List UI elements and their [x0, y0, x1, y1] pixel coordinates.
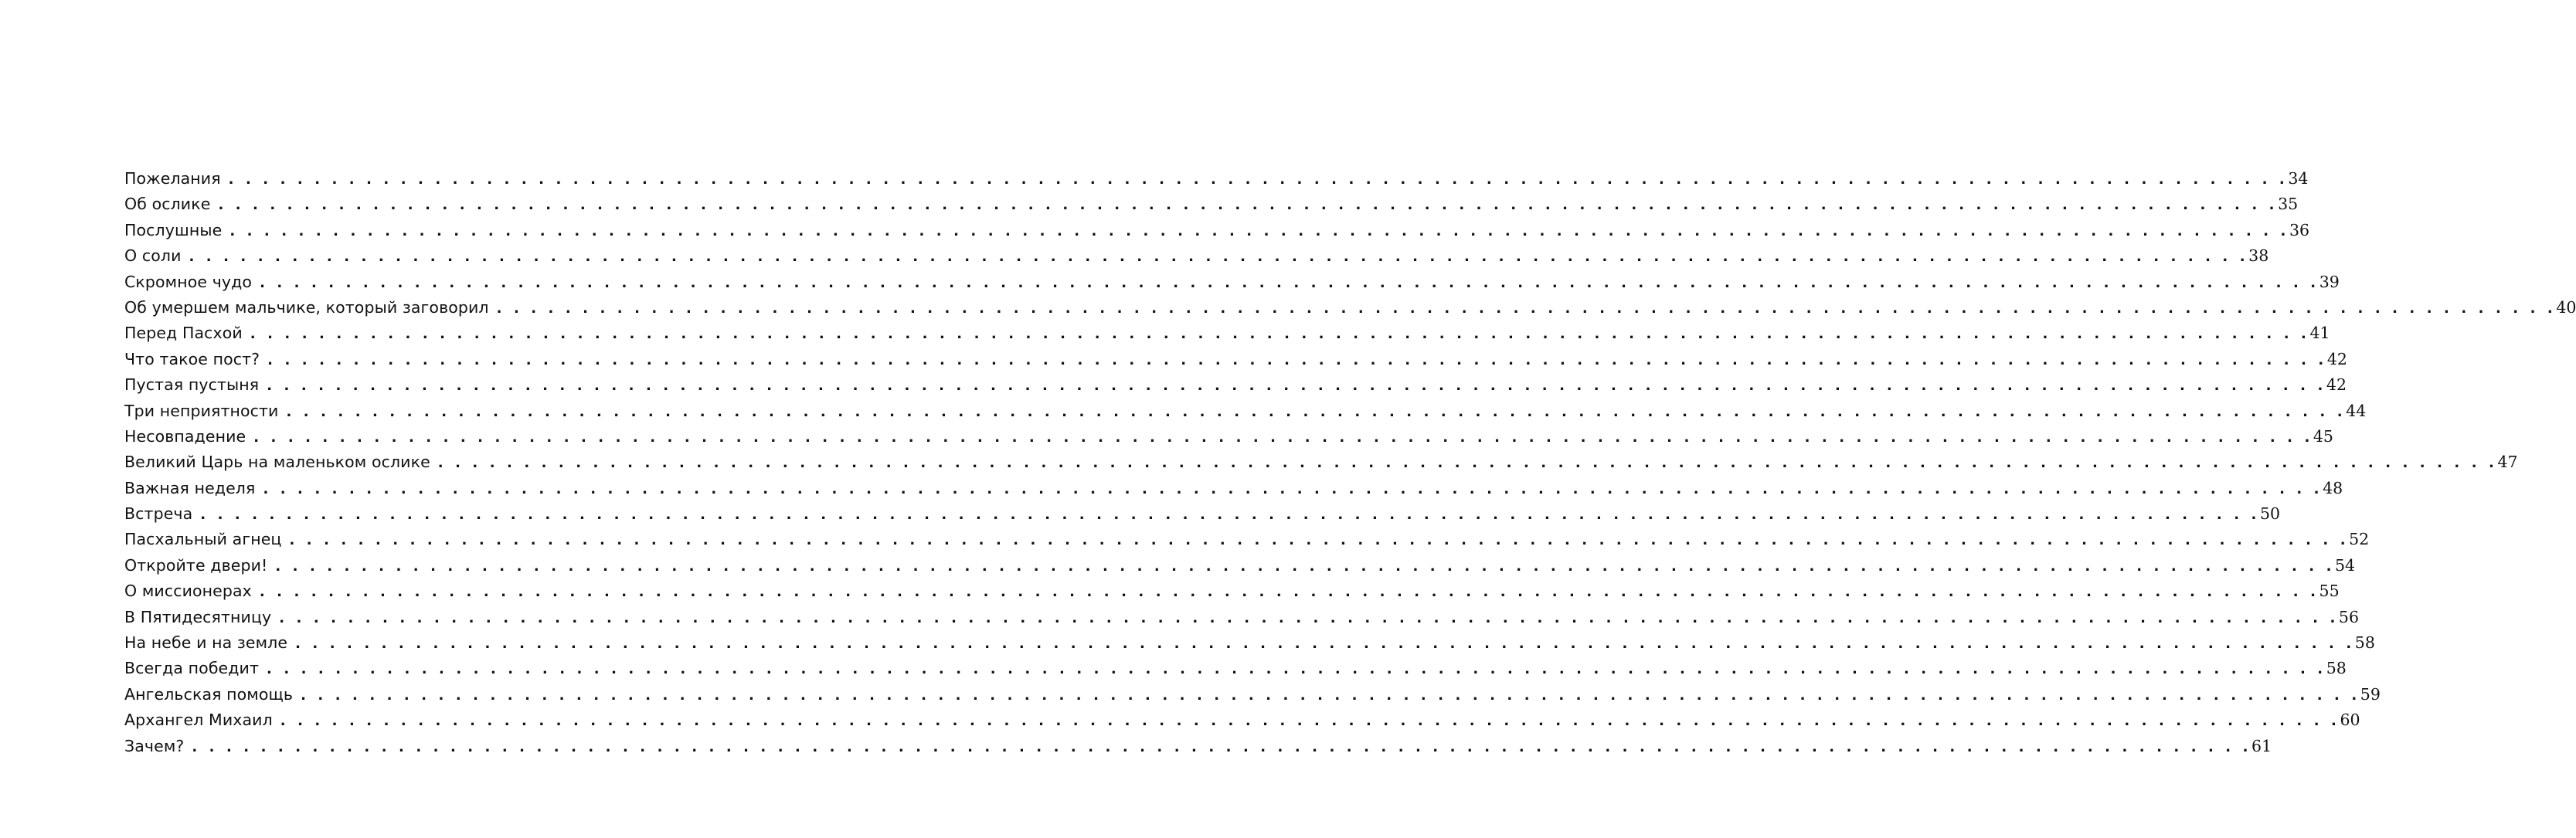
dot-leader: . . . . . . . . . . . . . . . . . . . . . . . . . . . . . . . . . . . . . . . . . . . . . . . . . . . . . . . . . . . . . . . . . . . . . . . . . . . . . . . . . . . . . . . . . . . . . . . . . . . . . . . . . . . . . . . . . . . . . . . . — [200, 507, 2260, 524]
toc-entry-page-number: 47 — [2497, 453, 2518, 472]
toc-entry-title: Пожелания — [124, 169, 221, 188]
toc-entry-page-number: 35 — [2278, 195, 2299, 214]
toc-entry — [124, 166, 2309, 192]
toc-entry-title: Зачем? — [124, 736, 185, 755]
dot-leader: . . . . . . . . . . . . . . . . . . . . . . . . . . . . . . . . . . . . . . . . . . . . . . . . . . . . . . . . . . . . . . . . . . . . . . . . . . . . . . . . . . . . . . . . . . . . . . . . . . . . . . . . . . . . . . . . . . . . . . . . — [437, 455, 2498, 472]
dot-leader: . . . . . . . . . . . . . . . . . . . . . . . . . . . . . . . . . . . . . . . . . . . . . . . . . . . . . . . . . . . . . . . . . . . . . . . . . . . . . . . . . . . . . . . . . . . . . . . . . . . . . . . . . . . . . . . . . . . . . . . . — [259, 584, 2319, 601]
toc-entry-page-number: 39 — [2319, 272, 2340, 291]
toc-entry-title: Послушные — [124, 220, 223, 239]
table-of-contents — [124, 166, 2576, 759]
toc-entry-title: Несовпадение — [124, 426, 246, 446]
toc-entry — [124, 734, 2272, 759]
toc-entry-page-number: 58 — [2354, 633, 2375, 653]
toc-entry-page-number: 41 — [2309, 324, 2330, 343]
toc-entry-title: Пустая пустыня — [124, 375, 260, 395]
toc-entry-page-number: 34 — [2288, 169, 2309, 188]
toc-entry — [124, 656, 2347, 681]
dot-leader: . . . . . . . . . . . . . . . . . . . . . . . . . . . . . . . . . . . . . . . . . . . . . . . . . . . . . . . . . . . . . . . . . . . . . . . . . . . . . . . . . . . . . . . . . . . . . . . . . . . . . . . . . . . . . . . . . . . . . . . . — [267, 378, 2326, 395]
toc-entry — [124, 553, 2356, 578]
dot-leader: . . . . . . . . . . . . . . . . . . . . . . . . . . . . . . . . . . . . . . . . . . . . . . . . . . . . . . . . . . . . . . . . . . . . . . . . . . . . . . . . . . . . . . . . . . . . . . . . . . . . . . . . . . . . . . . . . . . . . . . . — [301, 687, 2360, 704]
toc-entry — [124, 372, 2347, 398]
toc-entry — [124, 218, 2310, 243]
toc-entry — [124, 450, 2518, 475]
toc-entry-page-number: 40 — [2556, 297, 2576, 317]
toc-entry-title: О соли — [124, 246, 182, 266]
toc-entry-page-number: 59 — [2360, 684, 2381, 704]
dot-leader: . . . . . . . . . . . . . . . . . . . . . . . . . . . . . . . . . . . . . . . . . . . . . . . . . . . . . . . . . . . . . . . . . . . . . . . . . . . . . . . . . . . . . . . . . . . . . . . . . . . . . . . . . . . . . . . . . . . . . . . . — [279, 609, 2339, 626]
toc-entry-page-number: 58 — [2326, 659, 2347, 678]
toc-entry-page-number: 55 — [2319, 582, 2340, 601]
toc-entry — [124, 578, 2340, 604]
toc-entry — [124, 707, 2360, 733]
dot-leader: . . . . . . . . . . . . . . . . . . . . . . . . . . . . . . . . . . . . . . . . . . . . . . . . . . . . . . . . . . . . . . . . . . . . . . . . . . . . . . . . . . . . . . . . . . . . . . . . . . . . . . . . . . . . . . . . . . . . . . . . — [496, 300, 2557, 317]
dot-leader: . . . . . . . . . . . . . . . . . . . . . . . . . . . . . . . . . . . . . . . . . . . . . . . . . . . . . . . . . . . . . . . . . . . . . . . . . . . . . . . . . . . . . . . . . . . . . . . . . . . . . . . . . . . . . . . . . . . . . . . . — [218, 197, 2279, 214]
toc-entry-title: В Пятидесятницу — [124, 607, 272, 626]
toc-entry-page-number: 45 — [2313, 426, 2333, 446]
dot-leader: . . . . . . . . . . . . . . . . . . . . . . . . . . . . . . . . . . . . . . . . . . . . . . . . . . . . . . . . . . . . . . . . . . . . . . . . . . . . . . . . . . . . . . . . . . . . . . . . . . . . . . . . . . . . . . . . . . . . . . . . — [267, 661, 2326, 678]
toc-entry-page-number: 48 — [2323, 478, 2343, 497]
toc-entry-title: Ангельская помощь — [124, 684, 294, 704]
toc-entry-title: Архангел Михаил — [124, 711, 273, 730]
toc-entry-title: Важная неделя — [124, 478, 256, 497]
toc-entry-title: Перед Пасхой — [124, 324, 243, 343]
dot-leader: . . . . . . . . . . . . . . . . . . . . . . . . . . . . . . . . . . . . . . . . . . . . . . . . . . . . . . . . . . . . . . . . . . . . . . . . . . . . . . . . . . . . . . . . . . . . . . . . . . . . . . . . . . . . . . . . . . . . . . . . — [192, 738, 2252, 755]
dot-leader: . . . . . . . . . . . . . . . . . . . . . . . . . . . . . . . . . . . . . . . . . . . . . . . . . . . . . . . . . . . . . . . . . . . . . . . . . . . . . . . . . . . . . . . . . . . . . . . . . . . . . . . . . . . . . . . . . . . . . . . . — [250, 326, 2310, 343]
toc-entry-page-number: 36 — [2289, 220, 2310, 239]
toc-entry-title: Об умершем мальчике, который заговорил — [124, 297, 489, 317]
toc-entry-page-number: 54 — [2335, 555, 2356, 575]
toc-entry-title: Скромное чудо — [124, 272, 253, 291]
toc-entry — [124, 243, 2269, 269]
toc-entry — [124, 527, 2370, 552]
dot-leader: . . . . . . . . . . . . . . . . . . . . . . . . . . . . . . . . . . . . . . . . . . . . . . . . . . . . . . . . . . . . . . . . . . . . . . . . . . . . . . . . . . . . . . . . . . . . . . . . . . . . . . . . . . . . . . . . . . . . . . . . — [189, 249, 2249, 266]
toc-entry-title: О миссионерах — [124, 582, 252, 601]
toc-entry — [124, 347, 2347, 372]
toc-entry-page-number: 56 — [2338, 607, 2359, 626]
dot-leader: . . . . . . . . . . . . . . . . . . . . . . . . . . . . . . . . . . . . . . . . . . . . . . . . . . . . . . . . . . . . . . . . . . . . . . . . . . . . . . . . . . . . . . . . . . . . . . . . . . . . . . . . . . . . . . . . . . . . . . . . — [289, 532, 2350, 549]
dot-leader: . . . . . . . . . . . . . . . . . . . . . . . . . . . . . . . . . . . . . . . . . . . . . . . . . . . . . . . . . . . . . . . . . . . . . . . . . . . . . . . . . . . . . . . . . . . . . . . . . . . . . . . . . . . . . . . . . . . . . . . . — [229, 222, 2289, 239]
dot-leader: . . . . . . . . . . . . . . . . . . . . . . . . . . . . . . . . . . . . . . . . . . . . . . . . . . . . . . . . . . . . . . . . . . . . . . . . . . . . . . . . . . . . . . . . . . . . . . . . . . . . . . . . . . . . . . . . . . . . . . . . — [253, 429, 2313, 446]
dot-leader: . . . . . . . . . . . . . . . . . . . . . . . . . . . . . . . . . . . . . . . . . . . . . . . . . . . . . . . . . . . . . . . . . . . . . . . . . . . . . . . . . . . . . . . . . . . . . . . . . . . . . . . . . . . . . . . . . . . . . . . . — [286, 403, 2347, 420]
toc-entry-page-number: 38 — [2248, 246, 2269, 266]
toc-entry-page-number: 42 — [2326, 349, 2347, 368]
toc-entry — [124, 424, 2333, 450]
dot-leader: . . . . . . . . . . . . . . . . . . . . . . . . . . . . . . . . . . . . . . . . . . . . . . . . . . . . . . . . . . . . . . . . . . . . . . . . . . . . . . . . . . . . . . . . . . . . . . . . . . . . . . . . . . . . . . . . . . . . . . . . — [260, 274, 2319, 291]
toc-entry-title: Великий Царь на маленьком ослике — [124, 453, 430, 472]
dot-leader: . . . . . . . . . . . . . . . . . . . . . . . . . . . . . . . . . . . . . . . . . . . . . . . . . . . . . . . . . . . . . . . . . . . . . . . . . . . . . . . . . . . . . . . . . . . . . . . . . . . . . . . . . . . . . . . . . . . . . . . . — [295, 636, 2355, 653]
toc-entry — [124, 682, 2381, 707]
dot-leader: . . . . . . . . . . . . . . . . . . . . . . . . . . . . . . . . . . . . . . . . . . . . . . . . . . . . . . . . . . . . . . . . . . . . . . . . . . . . . . . . . . . . . . . . . . . . . . . . . . . . . . . . . . . . . . . . . . . . . . . . — [280, 713, 2340, 730]
toc-entry-title: Что такое пост? — [124, 349, 260, 368]
toc-entry-title: Всегда победит — [124, 659, 260, 678]
toc-entry-page-number: 42 — [2326, 375, 2347, 395]
toc-entry — [124, 501, 2281, 527]
toc-entry — [124, 399, 2367, 424]
toc-entry-page-number: 61 — [2251, 736, 2272, 755]
toc-entry-title: Пасхальный агнец — [124, 530, 282, 549]
toc-entry-title: На небе и на земле — [124, 633, 288, 653]
toc-entry-page-number: 50 — [2259, 504, 2281, 524]
dot-leader: . . . . . . . . . . . . . . . . . . . . . . . . . . . . . . . . . . . . . . . . . . . . . . . . . . . . . . . . . . . . . . . . . . . . . . . . . . . . . . . . . . . . . . . . . . . . . . . . . . . . . . . . . . . . . . . . . . . . . . . . — [263, 480, 2323, 497]
dot-leader: . . . . . . . . . . . . . . . . . . . . . . . . . . . . . . . . . . . . . . . . . . . . . . . . . . . . . . . . . . . . . . . . . . . . . . . . . . . . . . . . . . . . . . . . . . . . . . . . . . . . . . . . . . . . . . . . . . . . . . . . — [267, 351, 2327, 368]
toc-entry — [124, 270, 2340, 295]
toc-entry-page-number: 52 — [2349, 530, 2370, 549]
toc-entry — [124, 295, 2576, 321]
toc-entry-title: Откройте двери! — [124, 555, 268, 575]
toc-entry — [124, 321, 2330, 346]
toc-entry — [124, 605, 2359, 630]
toc-entry-title: Три неприятности — [124, 401, 279, 420]
toc-entry-page-number: 44 — [2346, 401, 2367, 420]
toc-entry — [124, 476, 2343, 501]
dot-leader: . . . . . . . . . . . . . . . . . . . . . . . . . . . . . . . . . . . . . . . . . . . . . . . . . . . . . . . . . . . . . . . . . . . . . . . . . . . . . . . . . . . . . . . . . . . . . . . . . . . . . . . . . . . . . . . . . . . . . . . . — [275, 558, 2336, 575]
dot-leader: . . . . . . . . . . . . . . . . . . . . . . . . . . . . . . . . . . . . . . . . . . . . . . . . . . . . . . . . . . . . . . . . . . . . . . . . . . . . . . . . . . . . . . . . . . . . . . . . . . . . . . . . . . . . . . . . . . . . . . . . — [228, 171, 2289, 188]
toc-entry-title: Об ослике — [124, 195, 211, 214]
toc-entry-page-number: 60 — [2340, 711, 2360, 730]
toc-entry-title: Встреча — [124, 504, 193, 524]
toc-entry — [124, 630, 2375, 656]
toc-entry — [124, 192, 2299, 217]
